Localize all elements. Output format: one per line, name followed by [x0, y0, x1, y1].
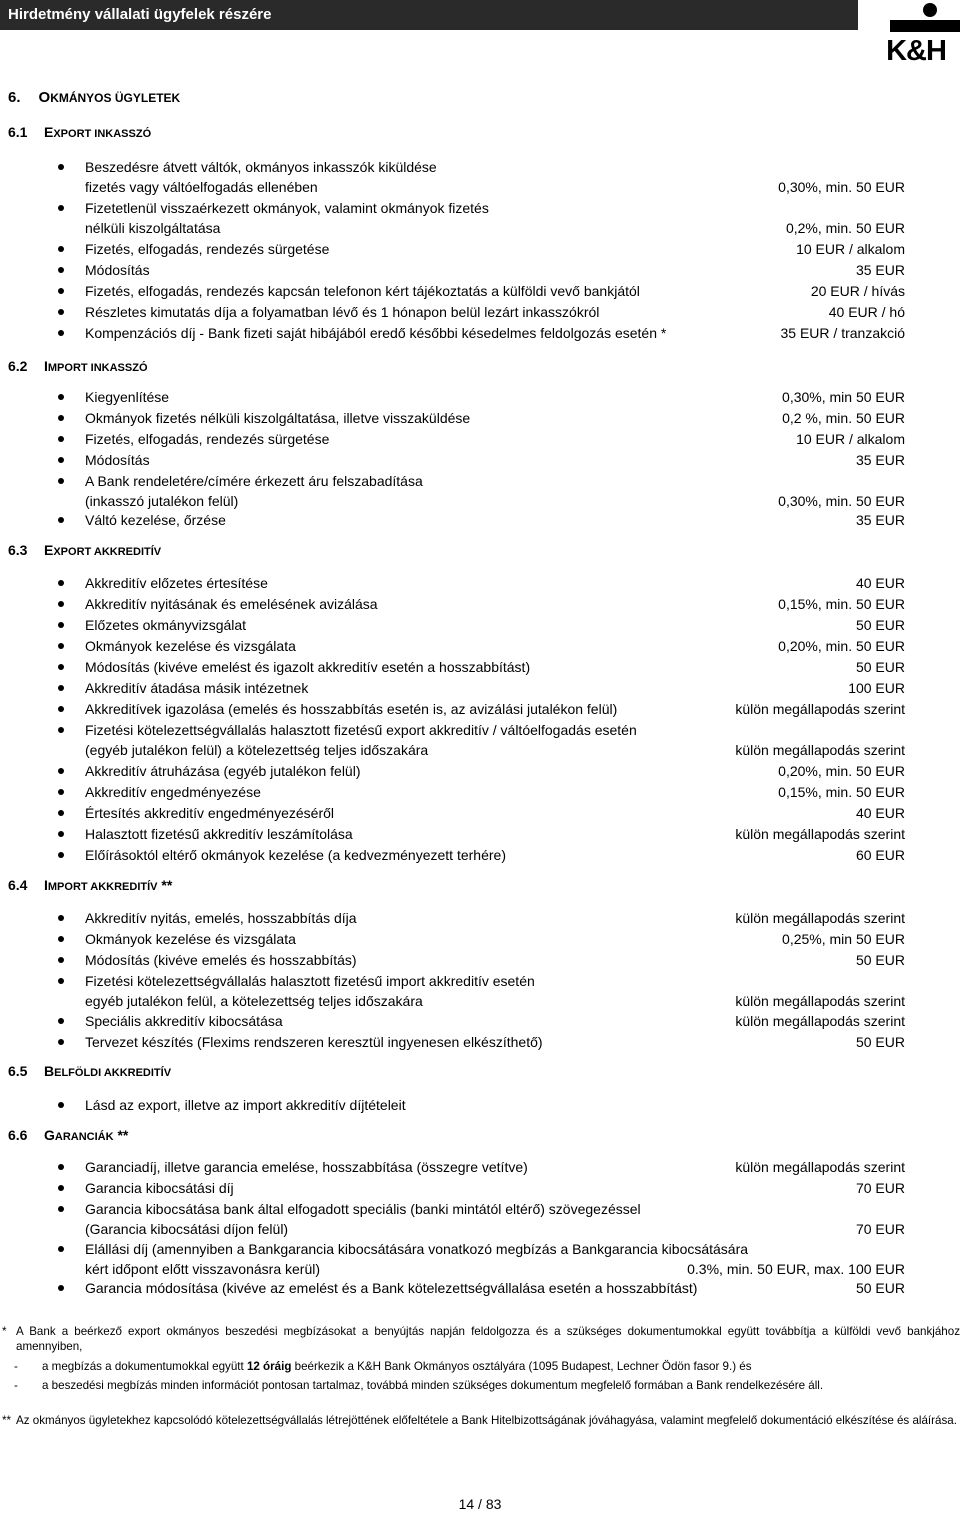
- fee-item-label: Akkreditív átadása másik intézetnek: [85, 680, 309, 696]
- header-band: [0, 0, 858, 30]
- fee-item-label: Előzetes okmányvizsgálat: [85, 617, 247, 633]
- fee-item-label: Garanciadíj, illetve garancia emelése, hosszabbítása (összegre vetítve): [85, 1159, 528, 1175]
- bullet-icon: [58, 685, 64, 691]
- bullet-icon: [58, 1246, 64, 1252]
- fee-item-price: 0,15%, min. 50 EUR: [778, 596, 905, 612]
- fee-item-price: 0,20%, min. 50 EUR: [778, 638, 905, 654]
- footnote-dash-1: - a megbízás a dokumentumokkal együtt 12 óráig beérkezik a K&H Bank Okmányos osztályára (1095 Budapest, Lechner Ödön fasor 9.) és: [14, 1360, 752, 1373]
- fee-item-label: Okmányok kezelése és vizsgálata: [85, 638, 296, 654]
- bullet-icon: [58, 810, 64, 816]
- section-heading: 6.3 EXPORT AKKREDITÍV: [8, 542, 162, 558]
- fee-item-price: 0,30%, min. 50 EUR: [778, 179, 905, 195]
- bullet-icon: [58, 164, 64, 170]
- fee-item-price: 40 EUR: [855, 805, 905, 821]
- kh-logo-text: K&H: [886, 35, 946, 67]
- fee-item-label: Fizetési kötelezettségvállalás halasztott fizetésű export akkreditív / váltóelfogadás esetén: [85, 722, 637, 738]
- fee-item-label: Módosítás: [85, 262, 150, 278]
- fee-item-price: külön megállapodás szerint: [735, 910, 905, 926]
- bullet-icon: [58, 267, 64, 273]
- bullet-icon: [58, 957, 64, 963]
- bullet-icon: [58, 1185, 64, 1191]
- header-title: Hirdetmény vállalati ügyfelek részére: [8, 6, 272, 23]
- fee-item-label: egyéb jutalékon felül, a kötelezettség teljes időszakára: [85, 993, 423, 1009]
- fee-item-label: Akkreditív nyitás, emelés, hosszabbítás díja: [85, 910, 357, 926]
- fee-item-label: Módosítás (kivéve emelés és hosszabbítás): [85, 952, 357, 968]
- fee-item-price: 50 EUR: [855, 1280, 905, 1296]
- fee-item-price: 70 EUR: [855, 1180, 905, 1196]
- bullet-icon: [58, 643, 64, 649]
- footnote-dash-2: - a beszedési megbízás minden információt pontosan tartalmaz, továbbá minden szükséges dokumentum megfelelő formában a Bank rendelkezésére áll.: [14, 1379, 824, 1392]
- bullet-icon: [58, 436, 64, 442]
- bullet-icon: [58, 1164, 64, 1170]
- fee-item-price: 0,15%, min. 50 EUR: [778, 784, 905, 800]
- fee-item-label: A Bank rendeletére/címére érkezett áru felszabadítása: [85, 473, 423, 489]
- fee-item-label: (Garancia kibocsátási díjon felül): [85, 1221, 289, 1237]
- fee-item-label: Előírásoktól eltérő okmányok kezelése (a kedvezményezett terhére): [85, 847, 506, 863]
- fee-item-price: 35 EUR / tranzakció: [780, 325, 905, 341]
- fee-item-label: Elállási díj (amennyiben a Bankgarancia kibocsátására vonatkozó megbízás a Bankgarancia kibocsátására: [85, 1241, 749, 1257]
- fee-item-price: külön megállapodás szerint: [735, 701, 905, 717]
- fee-item-price: 40 EUR / hó: [828, 304, 905, 320]
- bullet-icon: [58, 727, 64, 733]
- bullet-icon: [58, 330, 64, 336]
- bullet-icon: [58, 1285, 64, 1291]
- section-heading: 6.1 EXPORT INKASSZÓ: [8, 124, 152, 140]
- fee-item-label: kért időpont előtt visszavonásra kerül): [85, 1261, 320, 1277]
- fee-item-label: (inkasszó jutalékon felül): [85, 493, 239, 509]
- kh-logo: [872, 2, 960, 66]
- bullet-icon: [58, 978, 64, 984]
- bullet-icon: [58, 309, 64, 315]
- fee-item-price: 35 EUR: [855, 262, 905, 278]
- fee-item-label: (egyéb jutalékon felül) a kötelezettség teljes időszakára: [85, 742, 429, 758]
- bullet-icon: [58, 601, 64, 607]
- section-heading: 6.4 IMPORT AKKREDITÍV **: [8, 877, 173, 893]
- fee-item-price: 0,2%, min. 50 EUR: [785, 220, 905, 236]
- bullet-icon: [58, 831, 64, 837]
- bullet-icon: [58, 394, 64, 400]
- fee-item-label: Halasztott fizetésű akkreditív leszámítolása: [85, 826, 353, 842]
- fee-item-label: Értesítés akkreditív engedményezéséről: [85, 805, 335, 821]
- bullet-icon: [58, 1206, 64, 1212]
- bullet-icon: [58, 246, 64, 252]
- section-heading: 6.2 IMPORT INKASSZÓ: [8, 358, 148, 374]
- fee-item-price: 0,30%, min 50 EUR: [782, 389, 905, 405]
- fee-item-label: Akkreditív engedményezése: [85, 784, 261, 800]
- fee-item-label: Módosítás (kivéve emelést és igazolt akkreditív esetén a hosszabbítást): [85, 659, 531, 675]
- fee-item-label: Kompenzációs díj - Bank fizeti saját hibájából eredő későbbi késedelmes feldolgozás esetén *: [85, 325, 667, 341]
- bullet-icon: [58, 1102, 64, 1108]
- fee-item-price: 50 EUR: [855, 952, 905, 968]
- fee-item-label: Tervezet készítés (Flexims rendszeren keresztül ingyenesen elkészíthető): [85, 1034, 543, 1050]
- bullet-icon: [58, 580, 64, 586]
- bullet-icon: [58, 457, 64, 463]
- fee-item-price: 50 EUR: [855, 1034, 905, 1050]
- fee-item-price: külön megállapodás szerint: [735, 742, 905, 758]
- fee-item-price: 10 EUR / alkalom: [796, 431, 905, 447]
- fee-item-price: 0.3%, min. 50 EUR, max. 100 EUR: [687, 1261, 905, 1277]
- bullet-icon: [58, 517, 64, 523]
- fee-item-price: 0,25%, min 50 EUR: [782, 931, 905, 947]
- fee-item-label: Akkreditív előzetes értesítése: [85, 575, 268, 591]
- fee-item-label: Kiegyenlítése: [85, 389, 170, 405]
- fee-item-label: Okmányok kezelése és vizsgálata: [85, 931, 296, 947]
- fee-item-price: 0,30%, min. 50 EUR: [778, 493, 905, 509]
- fee-item-price: 20 EUR / hívás: [810, 283, 905, 299]
- fee-item-price: külön megállapodás szerint: [735, 1013, 905, 1029]
- chapter-heading: 6. OKMÁNYOS ÜGYLETEK: [8, 89, 181, 106]
- footnote-star: * A Bank a beérkező export okmányos beszedési megbízásokat a benyújtás napján feldolgozza és a szükséges dokumentumokkal együtt továbbítja a külföldi vevő bankjához amennyiben,: [2, 1325, 960, 1353]
- fee-item-label: Részletes kimutatás díja a folyamatban lévő és 1 hónapon belül lezárt inkasszókról: [85, 304, 600, 320]
- bullet-icon: [58, 205, 64, 211]
- fee-item-label: Lásd az export, illetve az import akkreditív díjtételeit: [85, 1097, 406, 1113]
- bullet-icon: [58, 478, 64, 484]
- fee-item-price: 40 EUR: [855, 575, 905, 591]
- fee-item-label: Fizetetlenül visszaérkezett okmányok, valamint okmányok fizetés: [85, 200, 489, 216]
- fee-item-label: Garancia módosítása (kivéve az emelést és a Bank kötelezettségvállalása esetén a hosszabbítást): [85, 1280, 698, 1296]
- fee-item-label: Módosítás: [85, 452, 150, 468]
- bullet-icon: [58, 789, 64, 795]
- fee-item-label: Akkreditívek igazolása (emelés és hosszabbítás esetén is, az avizálási jutalékon felül): [85, 701, 618, 717]
- fee-item-label: Speciális akkreditív kibocsátása: [85, 1013, 283, 1029]
- fee-item-label: nélküli kiszolgáltatása: [85, 220, 221, 236]
- fee-item-label: Fizetés, elfogadás, rendezés sürgetése: [85, 431, 330, 447]
- fee-item-price: külön megállapodás szerint: [735, 1159, 905, 1175]
- bullet-icon: [58, 936, 64, 942]
- fee-item-label: Akkreditív átruházása (egyéb jutalékon felül): [85, 763, 361, 779]
- fee-item-label: Fizetési kötelezettségvállalás halasztott fizetésű import akkreditív esetén: [85, 973, 535, 989]
- bullet-icon: [58, 1018, 64, 1024]
- bullet-icon: [58, 768, 64, 774]
- fee-item-price: 60 EUR: [855, 847, 905, 863]
- bullet-icon: [58, 1039, 64, 1045]
- bullet-icon: [58, 664, 64, 670]
- fee-item-label: Akkreditív nyitásának és emelésének avizálása: [85, 596, 378, 612]
- bullet-icon: [58, 915, 64, 921]
- bullet-icon: [58, 706, 64, 712]
- fee-item-label: Fizetés, elfogadás, rendezés kapcsán telefonon kért tájékoztatás a külföldi vevő bankjától: [85, 283, 640, 299]
- bullet-icon: [58, 852, 64, 858]
- fee-item-label: fizetés vagy váltóelfogadás ellenében: [85, 179, 318, 195]
- bullet-icon: [58, 288, 64, 294]
- fee-item-label: Okmányok fizetés nélküli kiszolgáltatása, illetve visszaküldése: [85, 410, 471, 426]
- bullet-icon: [58, 415, 64, 421]
- fee-item-label: Váltó kezelése, őrzése: [85, 512, 226, 528]
- fee-item-label: Garancia kibocsátási díj: [85, 1180, 234, 1196]
- fee-item-price: 0,20%, min. 50 EUR: [778, 763, 905, 779]
- fee-item-price: 50 EUR: [855, 659, 905, 675]
- section-heading: 6.5 BELFÖLDI AKKREDITÍV: [8, 1063, 172, 1079]
- fee-item-price: 35 EUR: [855, 452, 905, 468]
- fee-item-label: Garancia kibocsátása bank által elfogadott speciális (banki mintától eltérő) szövegezéssel: [85, 1201, 641, 1217]
- section-heading: 6.6 GARANCIÁK **: [8, 1127, 129, 1143]
- fee-item-price: 0,2 %, min. 50 EUR: [782, 410, 905, 426]
- page-number: 14 / 83: [458, 1496, 502, 1512]
- fee-item-price: 35 EUR: [855, 512, 905, 528]
- fee-item-price: 70 EUR: [855, 1221, 905, 1237]
- fee-item-price: külön megállapodás szerint: [735, 826, 905, 842]
- fee-item-price: 10 EUR / alkalom: [796, 241, 905, 257]
- footnote-double-star: ** Az okmányos ügyletekhez kapcsolódó kötelezettségvállalás létrejöttének előfeltétele a Bank Hitelbizottságának jóváhagyása, valamint megfelelő dokumentáció elkészítése és aláírása.: [2, 1414, 957, 1427]
- bullet-icon: [58, 622, 64, 628]
- fee-item-label: Beszedésre átvett váltók, okmányos inkasszók kiküldése: [85, 159, 437, 175]
- fee-item-price: 50 EUR: [855, 617, 905, 633]
- fee-item-label: Fizetés, elfogadás, rendezés sürgetése: [85, 241, 330, 257]
- fee-item-price: 100 EUR: [848, 680, 905, 696]
- fee-item-price: külön megállapodás szerint: [735, 993, 905, 1009]
